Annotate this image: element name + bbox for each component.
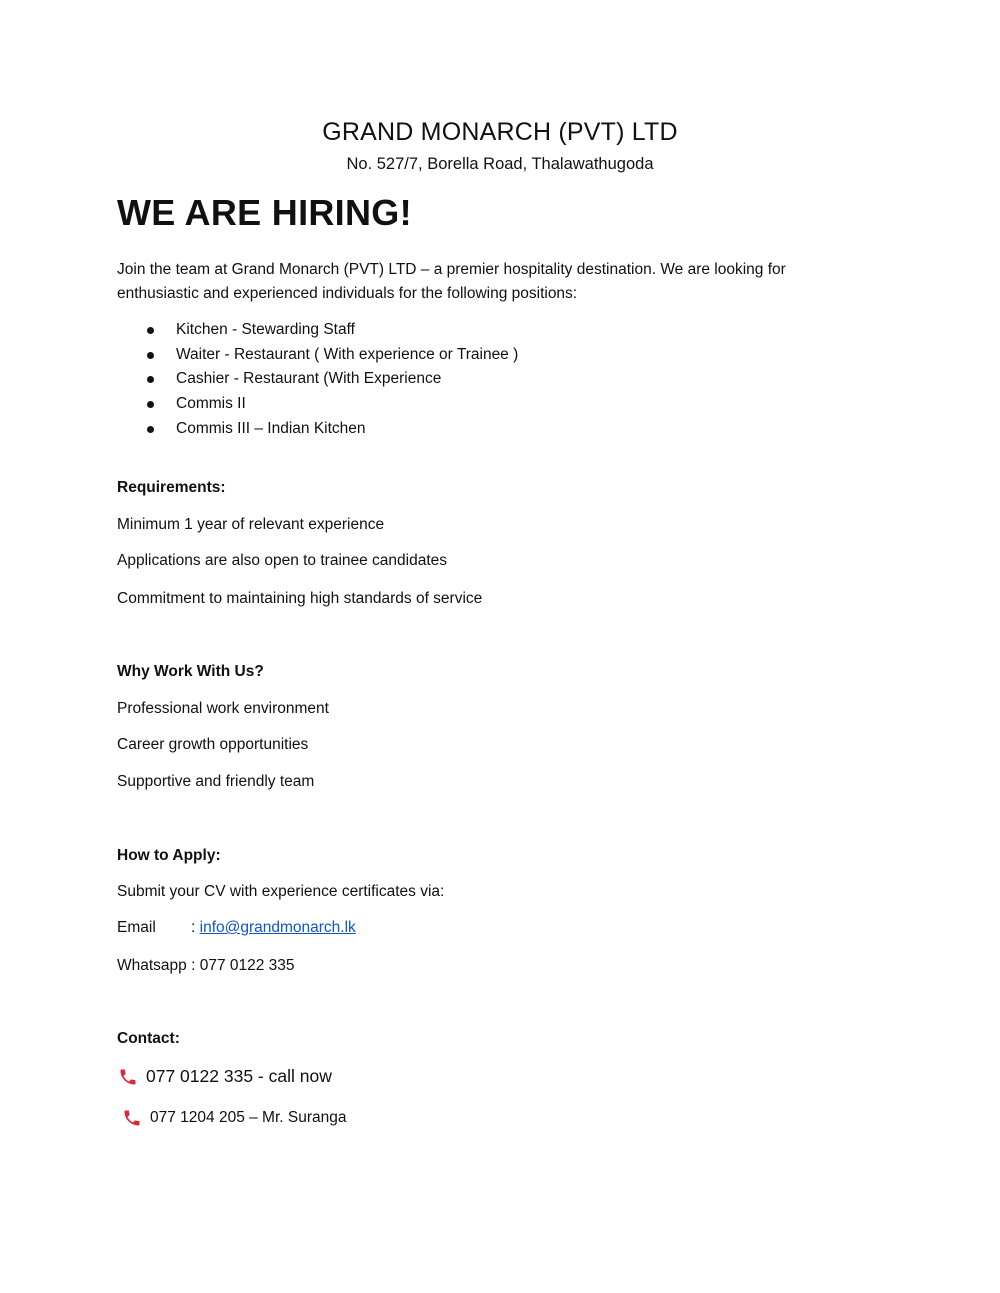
position-label: Commis II	[176, 395, 246, 413]
benefit-item: Career growth opportunities	[117, 736, 309, 753]
page-title: WE ARE HIRING!	[117, 192, 412, 233]
email-line	[117, 919, 356, 937]
position-label: Waiter - Restaurant ( With experience or Trainee )	[176, 345, 519, 363]
bullet-icon	[147, 401, 154, 408]
email-link[interactable]: info@grandmonarch.lk	[199, 919, 356, 936]
contact-phone-text: 077 1204 205 – Mr. Suranga	[150, 1109, 347, 1126]
phone-icon	[122, 1108, 142, 1128]
list-item	[117, 392, 518, 417]
contact-phone-text: 077 0122 335 - call now	[146, 1066, 332, 1086]
intro-paragraph: Join the team at Grand Monarch (PVT) LTD – a premier hospitality destination. We are looking for enthusiastic and experienced individuals for the following positions:	[117, 261, 786, 302]
position-label: Cashier - Restaurant (With Experience	[176, 370, 442, 388]
apply-instruction: Submit your CV with experience certificates via:	[117, 883, 445, 900]
whatsapp-line: Whatsapp : 077 0122 335	[117, 957, 295, 974]
contact-heading: Contact:	[117, 1030, 180, 1047]
requirements-heading: Requirements:	[117, 479, 226, 496]
company-name: GRAND MONARCH (PVT) LTD	[322, 118, 678, 146]
bullet-icon	[147, 426, 154, 433]
contact-phone-2[interactable]	[122, 1108, 346, 1128]
requirement-item: Applications are also open to trainee candidates	[117, 552, 448, 569]
bullet-icon	[147, 352, 154, 359]
bullet-icon	[147, 376, 154, 383]
email-separator: :	[191, 919, 200, 936]
list-item	[117, 318, 518, 343]
positions-list	[117, 318, 518, 441]
email-label: Email	[117, 919, 156, 936]
bullet-icon	[147, 327, 154, 334]
benefit-item: Supportive and friendly team	[117, 773, 315, 790]
why-work-heading: Why Work With Us?	[117, 663, 264, 680]
requirement-item: Minimum 1 year of relevant experience	[117, 516, 385, 533]
position-label: Kitchen - Stewarding Staff	[176, 321, 355, 338]
position-label: Commis III – Indian Kitchen	[176, 419, 366, 437]
contact-phone-1[interactable]	[118, 1066, 332, 1087]
benefit-item: Professional work environment	[117, 700, 329, 717]
phone-icon	[118, 1067, 138, 1087]
list-item	[117, 417, 518, 442]
list-item	[117, 343, 518, 368]
list-item	[117, 367, 518, 392]
requirement-item: Commitment to maintaining high standards of service	[117, 590, 483, 607]
company-address: No. 527/7, Borella Road, Thalawathugoda	[346, 155, 654, 173]
how-to-apply-heading: How to Apply:	[117, 847, 221, 864]
